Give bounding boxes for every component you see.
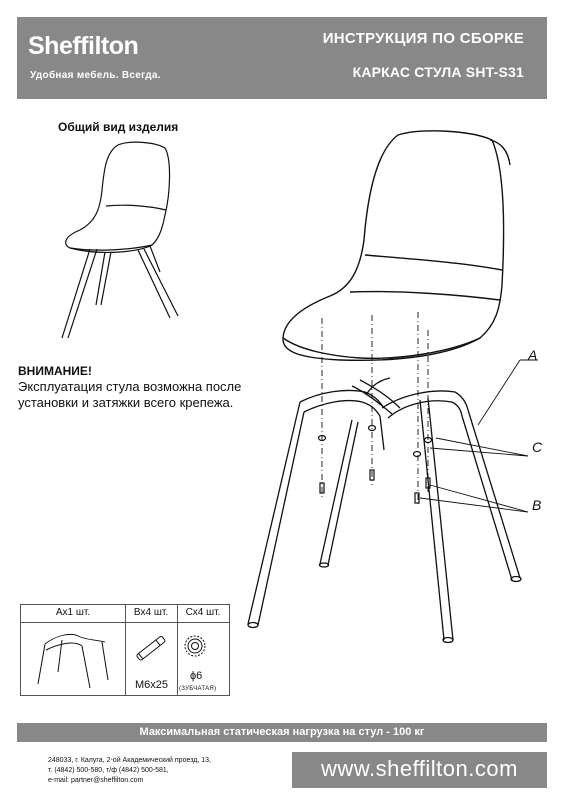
brand-slogan: Удобная мебель. Всегда. [30,70,161,81]
fasteners-illustration [319,426,432,504]
parts-header-c: Cx4 шт. [185,607,221,618]
callout-a: A [528,347,538,363]
parts-header-a: Ax1 шт. [55,607,91,618]
parts-header-b: Bx4 шт. [133,607,169,618]
chair-shell-illustration [283,131,510,360]
chair-overview-illustration [62,142,178,338]
parts-table-divider [125,605,126,695]
chair-frame-illustration [248,378,521,643]
company-address [48,756,258,786]
general-view-label: Общий вид изделия [58,120,179,134]
address-line: 248033, г. Калуга, 2-ой Академический проезд, 13, [48,757,211,764]
parts-table [20,604,230,696]
brand-logo: Sheffilton [28,32,139,60]
callout-b: B [532,497,542,513]
page-subtitle: КАРКАС СТУЛА SHT-S31 [352,64,524,80]
page-title: ИНСТРУКЦИЯ ПО СБОРКЕ [322,30,524,47]
website-link[interactable]: www.sheffilton.com [321,756,518,781]
bolt-size: M6x25 [135,679,169,691]
max-load-text: Максимальная статическая нагрузка на стул - 100 кг [139,726,425,738]
parts-table-divider [177,605,178,695]
assembly-guide-lines [322,312,428,505]
washer-note: (ЗУБЧАТАЯ) [179,686,217,692]
callout-c: C [532,439,543,455]
address-line: e-mail: partner@sheffilton.com [48,777,144,784]
warning-title: ВНИМАНИЕ! [18,364,92,378]
washer-size: ϕ6 [190,670,203,682]
address-line: т. (4842) 500-580, т/ф (4842) 500-581, [48,767,169,774]
warning-text: Эксплуатация стула возможна после установки и затяжки всего крепежа. [18,379,242,410]
